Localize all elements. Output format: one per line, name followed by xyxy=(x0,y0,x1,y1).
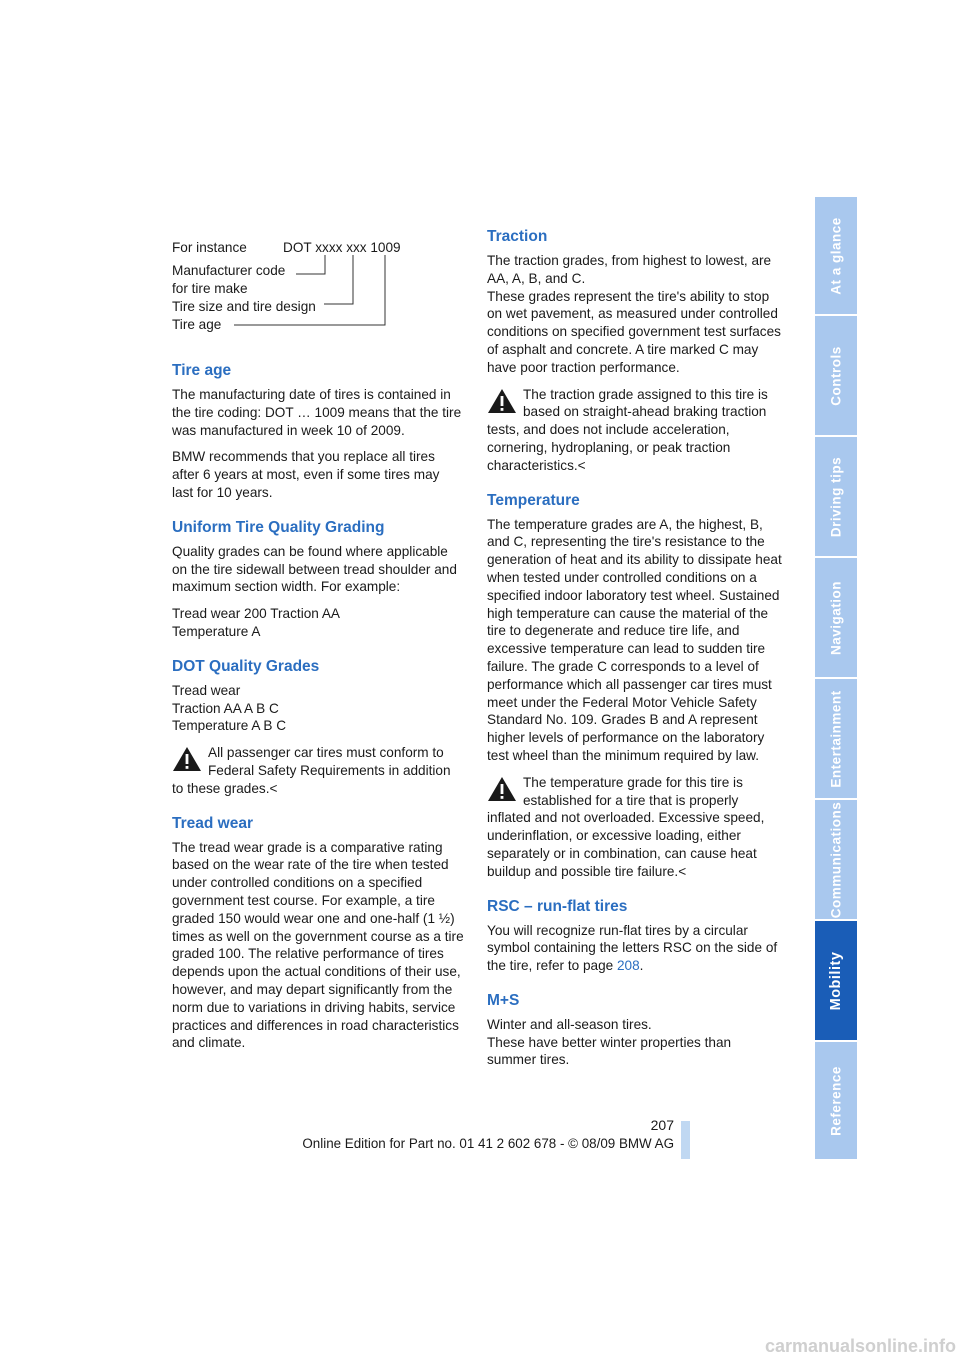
left-column xyxy=(172,362,464,1061)
diagram-tire-age: Tire age xyxy=(172,317,222,332)
traction-heading: Traction xyxy=(487,228,548,245)
traction-paragraph-1: The traction grades, from highest to lowest, are AA, A, B, and C. xyxy=(487,253,772,286)
utqg-example-2: Temperature A xyxy=(172,623,261,639)
tab-reference[interactable] xyxy=(815,1042,857,1159)
warning-triangle-icon xyxy=(487,388,517,414)
utqg-paragraph: Quality grades can be found where applicable on the tire sidewall between tread shoulder and maximum section width. For example: xyxy=(172,543,457,595)
tab-label: At a glance xyxy=(828,216,844,295)
tab-label: Controls xyxy=(828,345,844,406)
tab-controls[interactable] xyxy=(815,316,857,435)
tab-label: Navigation xyxy=(828,580,844,655)
rsc-heading: RSC – run-flat tires xyxy=(487,897,628,915)
temperature-paragraph: The temperature grades are A, the highest, B, and C, representing the tire's resistance to the generation of heat and its ability to dissipate heat when tested under controlled conditions on a specified indoor laboratory test wheel. Sustained high temperature can cause the material of the tire to degenerate and reduce tire life, and excessive temperature can lead to sudden tire failure. The grade C corresponds to a level of performance which all passenger car tires must meet under the Federal Motor Vehicle Safety Standard No. 109. Grades B and A represent higher levels of performance on the laboratory test wheel than the minimum required by law. xyxy=(487,516,782,763)
tab-label: Driving tips xyxy=(828,456,844,537)
tire-code-diagram xyxy=(172,236,472,336)
rsc-page-link[interactable]: 208 xyxy=(616,958,640,974)
tread-wear-paragraph: The tread wear grade is a comparative rating based on the wear rate of the tire when tested under controlled conditions on a specified government test course. For example, a tire graded 150 would wear one and one-half (1 ½) times as well on the government course as a tire graded 100. The relative performance of tires depends upon the actual conditions of their use, however, and may depart significantly from the norm due to variations in driving habits, service practices and differences in road characteristics and climate. xyxy=(172,839,464,1051)
tire-age-heading: Tire age xyxy=(172,362,232,379)
temperature-warning xyxy=(487,774,782,881)
diagram-manufacturer-code: Manufacturer code xyxy=(172,263,286,278)
utqg-example-1: Tread wear 200 Traction AA xyxy=(172,606,340,622)
traction-paragraph-2: These grades represent the tire's ability to stop on wet pavement, as measured under controlled conditions on specified government test surfaces of asphalt and concrete. A tire marked C may have poor traction performance. xyxy=(487,288,781,375)
watermark: carmanualsonline.info xyxy=(764,1336,956,1356)
tab-label: Communications xyxy=(828,801,844,918)
dot-line-2: Traction AA A B C xyxy=(172,700,279,716)
tab-label: Entertainment xyxy=(828,689,844,788)
ms-paragraph-2: These have better winter properties than summer tires. xyxy=(487,1034,732,1068)
footer-edition-note: Online Edition for Part no. 01 41 2 602 678 - © 08/09 BMW AG xyxy=(302,1136,674,1151)
diagram-for-tire-make: for tire make xyxy=(172,281,248,296)
ms-paragraph-1: Winter and all-season tires. xyxy=(487,1016,652,1032)
traction-warning-text: The traction grade assigned to this tire is based on straight-ahead braking traction tests, and does not include acceleration, cornering, hydroplaning, or peak traction characteristics.< xyxy=(487,386,768,473)
warning-triangle-icon xyxy=(487,776,517,802)
tab-label: Reference xyxy=(828,1065,844,1136)
dot-line-3: Temperature A B C xyxy=(172,718,287,734)
footer-bar xyxy=(681,1121,690,1159)
tab-communications[interactable] xyxy=(815,800,857,919)
rsc-text-end: . xyxy=(639,958,644,974)
page-number: 207 xyxy=(650,1117,674,1133)
rsc-paragraph xyxy=(487,922,782,975)
tab-at-a-glance[interactable] xyxy=(815,197,857,314)
right-column xyxy=(487,228,782,1078)
rsc-text: You will recognize run-flat tires by a circular symbol containing the letters RSC on the side of the tire, refer to page xyxy=(487,922,778,974)
dot-warning xyxy=(172,744,464,797)
utqg-heading: Uniform Tire Quality Grading xyxy=(172,518,385,536)
diagram-tire-size-design: Tire size and tire design xyxy=(172,299,316,314)
tab-entertainment[interactable] xyxy=(815,679,857,798)
temperature-warning-text: The temperature grade for this tire is established for a tire that is properly inflated and not overloaded. Excessive speed, underinflation, or excessive loading, either separately or in combination, can cause heat buildup and possible tire failure.< xyxy=(487,774,765,879)
tab-label: Mobility xyxy=(828,951,844,1010)
dot-warning-text: All passenger car tires must conform to Federal Safety Requirements in addition to these grades.< xyxy=(172,745,451,796)
tab-driving-tips[interactable] xyxy=(815,437,857,556)
tab-mobility[interactable] xyxy=(815,921,857,1040)
warning-triangle-icon xyxy=(172,746,202,772)
tread-wear-heading: Tread wear xyxy=(172,814,253,832)
diagram-for-instance: For instance xyxy=(172,240,247,255)
diagram-dot-code: DOT xxxx xxx 1009 xyxy=(283,240,401,255)
dot-line-1: Tread wear xyxy=(172,682,241,698)
dot-heading: DOT Quality Grades xyxy=(172,657,320,675)
tire-age-paragraph-1: The manufacturing date of tires is contained in the tire coding: DOT … 1009 means that the tire was manufactured in week 10 of 2009. xyxy=(172,387,462,438)
traction-warning xyxy=(487,386,782,475)
ms-heading: M+S xyxy=(487,991,520,1009)
tire-age-paragraph-2: BMW recommends that you replace all tires after 6 years at most, even if some tires may last for 10 years. xyxy=(172,449,440,500)
temperature-heading: Temperature xyxy=(487,491,580,509)
tab-navigation[interactable] xyxy=(815,558,857,677)
